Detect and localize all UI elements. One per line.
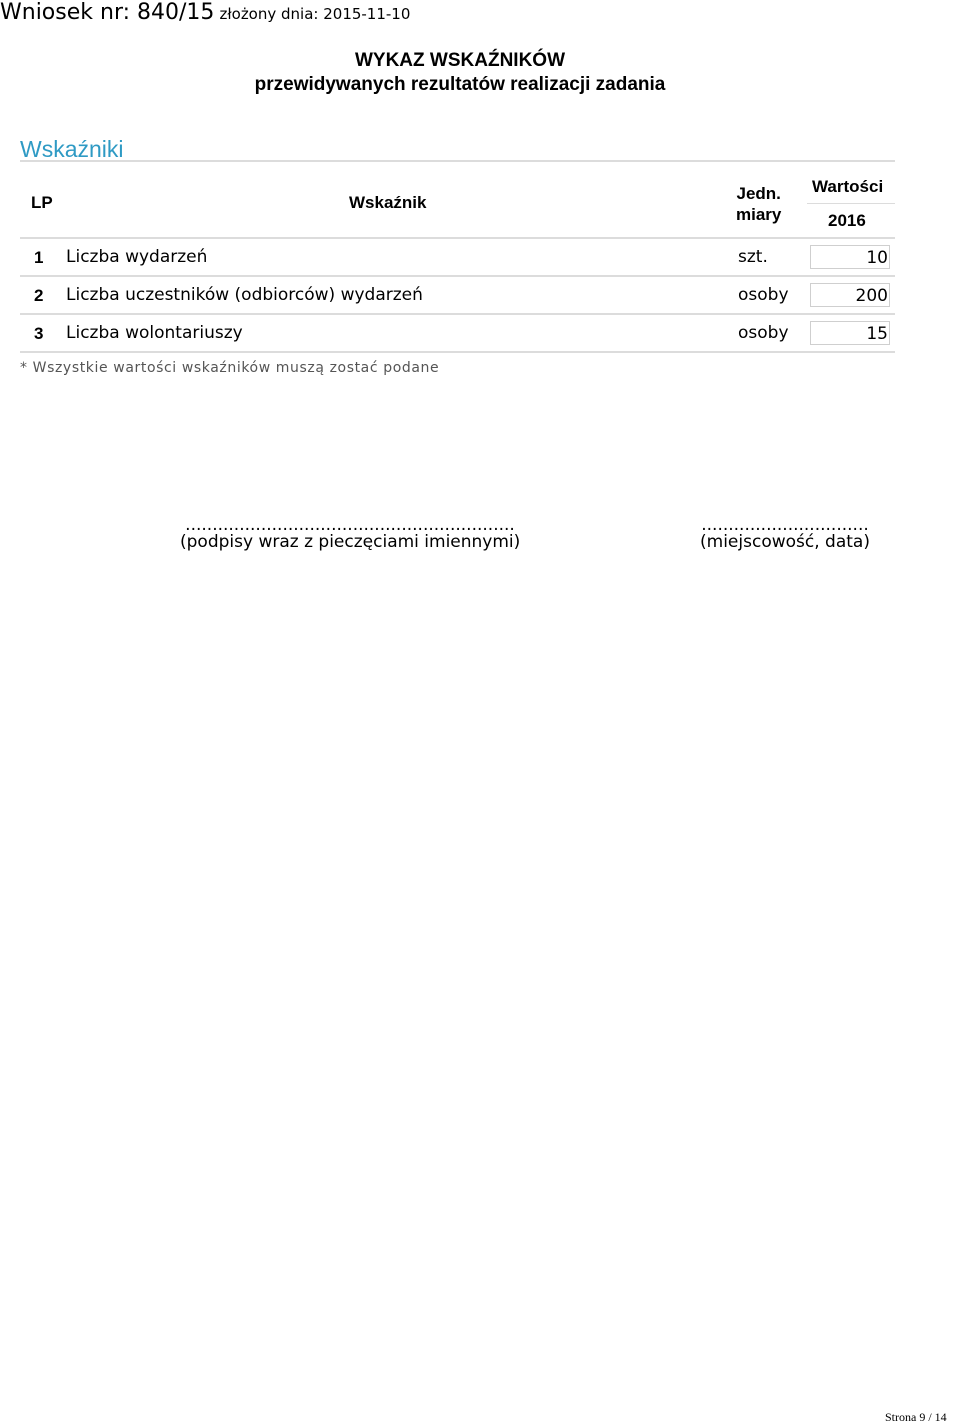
column-header-unit-line2: miary [736,205,782,224]
signature-line: ............................................................. [185,515,515,535]
column-header-year: 2016 [828,211,866,230]
indicator-name: Liczba uczestników (odbiorców) wydarzeń [66,285,423,305]
indicator-value-field[interactable]: 15 [810,321,890,345]
column-header-unit [736,183,781,225]
page-number: Strona 9 / 14 [885,1410,947,1424]
row-number: 2 [34,286,44,305]
section-divider [20,160,895,162]
place-date-block [690,515,880,552]
indicator-unit: osoby [738,323,789,343]
table-row [20,277,895,315]
column-header-lp: LP [31,193,53,212]
indicator-unit: osoby [738,285,789,305]
document-subtitle: przewidywanych rezultatów realizacji zadania [254,74,666,95]
required-values-note: * Wszystkie wartości wskaźników muszą zostać podane [20,360,440,376]
section-title: Wskaźniki [20,136,124,162]
column-header-unit-line1: Jedn. [736,184,781,203]
column-header-values: Wartości [812,177,884,196]
signature-label: (podpisy wraz z pieczęciami imiennymi) [180,532,521,552]
table-row [20,315,895,353]
place-date-label: (miejscowość, data) [700,532,870,552]
header-sub-divider [807,203,895,204]
place-date-line: ............................... [701,515,869,535]
row-divider [20,351,895,353]
indicator-name: Liczba wydarzeń [66,247,208,267]
indicator-unit: szt. [738,247,768,267]
document-title: WYKAZ WSKAŹNIKÓW [354,50,566,71]
table-row [20,239,895,277]
signature-block [180,515,521,552]
submission-date: złożony dnia: 2015-11-10 [219,5,411,23]
application-header [0,0,410,25]
application-number: Wniosek nr: 840/15 [0,0,215,25]
row-number: 3 [34,324,44,343]
column-header-indicator: Wskaźnik [349,193,427,212]
row-number: 1 [34,248,44,267]
indicator-value-field[interactable]: 10 [810,245,890,269]
indicator-name: Liczba wolontariuszy [66,323,243,343]
indicator-value-field[interactable]: 200 [810,283,890,307]
